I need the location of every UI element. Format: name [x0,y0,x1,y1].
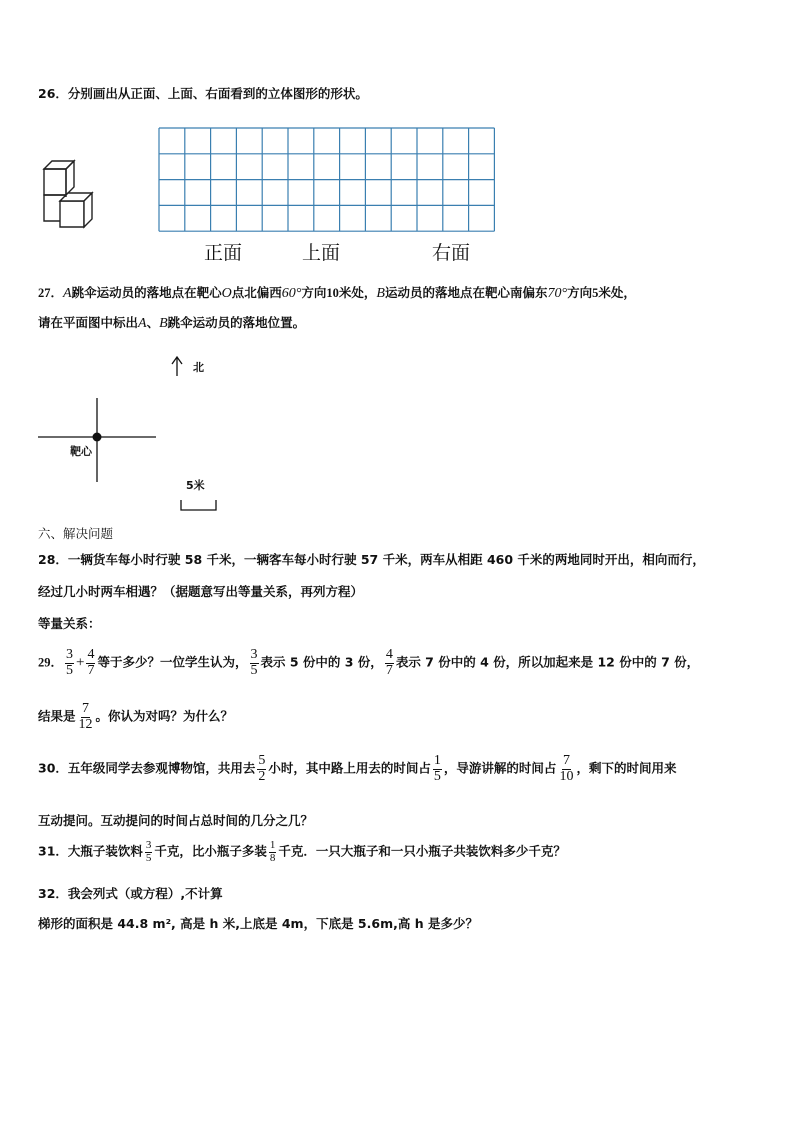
label-right-view: 右面 [432,242,471,264]
question-32-line1: 32．我会列式（或方程）,不计算 [38,886,223,901]
question-27-line2: 请在平面图中标出A、B跳伞运动员的落地位置。 [38,315,306,331]
question-26: 26．分别画出从正面、上面、右面看到的立体图形的形状。 [38,86,368,101]
question-28-line1: 28．一辆货车每小时行驶 58 千米，一辆客车每小时行驶 57 千米，两车从相距 460 千米的两地同时开出，相向而行， [38,552,705,567]
question-27-line1: 27．A跳伞运动员的落地点在靶心O点北偏西60°方向10米处，B运动员的落地点在靶心南偏东70°方向5米处， [38,285,636,301]
question-29-line2: 结果是 $\frac{7}{12}$ 。你认为对吗？为什么？ [38,701,234,732]
question-28-line3: 等量关系： [38,616,101,631]
cube-figure [40,155,112,235]
question-30-line1: 30．五年级同学去参观博物馆，共用去 $\frac{5}{2}$ 小时，其中路上用去的时间占 $\frac{1}{5}$ ，导游讲解的时间占 $\frac{7}{10}$ ，剩下的时间用来 [38,753,677,784]
label-front-view: 正面 [204,242,243,264]
label-top-view: 上面 [302,242,341,264]
drawing-grid[interactable] [158,127,496,235]
target-center-label: 靶心 [70,445,92,458]
scale-label: 5米 [186,479,205,492]
section-title: 六、解决问题 [38,526,114,541]
question-28-line2: 经过几小时两车相遇？（据题意写出等量关系，再列方程） [38,584,364,599]
question-29-line1: 29． $\frac{3}{5}$ + $\frac{4}{7}$ 等于多少？一位学生认为， $\frac{3}{5}$ 表示 5 份中的 3 份， $\frac{4}{7}$ 表示 7 份中的 4 份，所以加起来是 12 份中的 7 份， [38,647,700,678]
north-label: 北 [193,361,204,374]
target-map[interactable] [36,352,236,520]
question-32-line2: 梯形的面积是 44.8 m², 高是 h 米,上底是 4m，下底是 5.6m,高 h 是多少？ [38,916,478,931]
target-center-point [93,433,102,442]
question-30-line2: 互动提问。互动提问的时间占总时间的几分之几？ [38,813,314,828]
question-31: 31．大瓶子装饮料 $\frac{3}{5}$ 千克，比小瓶子多装 $\frac{1}{8}$ 千克．一只大瓶子和一只小瓶子共装饮料多少千克？ [38,839,566,864]
